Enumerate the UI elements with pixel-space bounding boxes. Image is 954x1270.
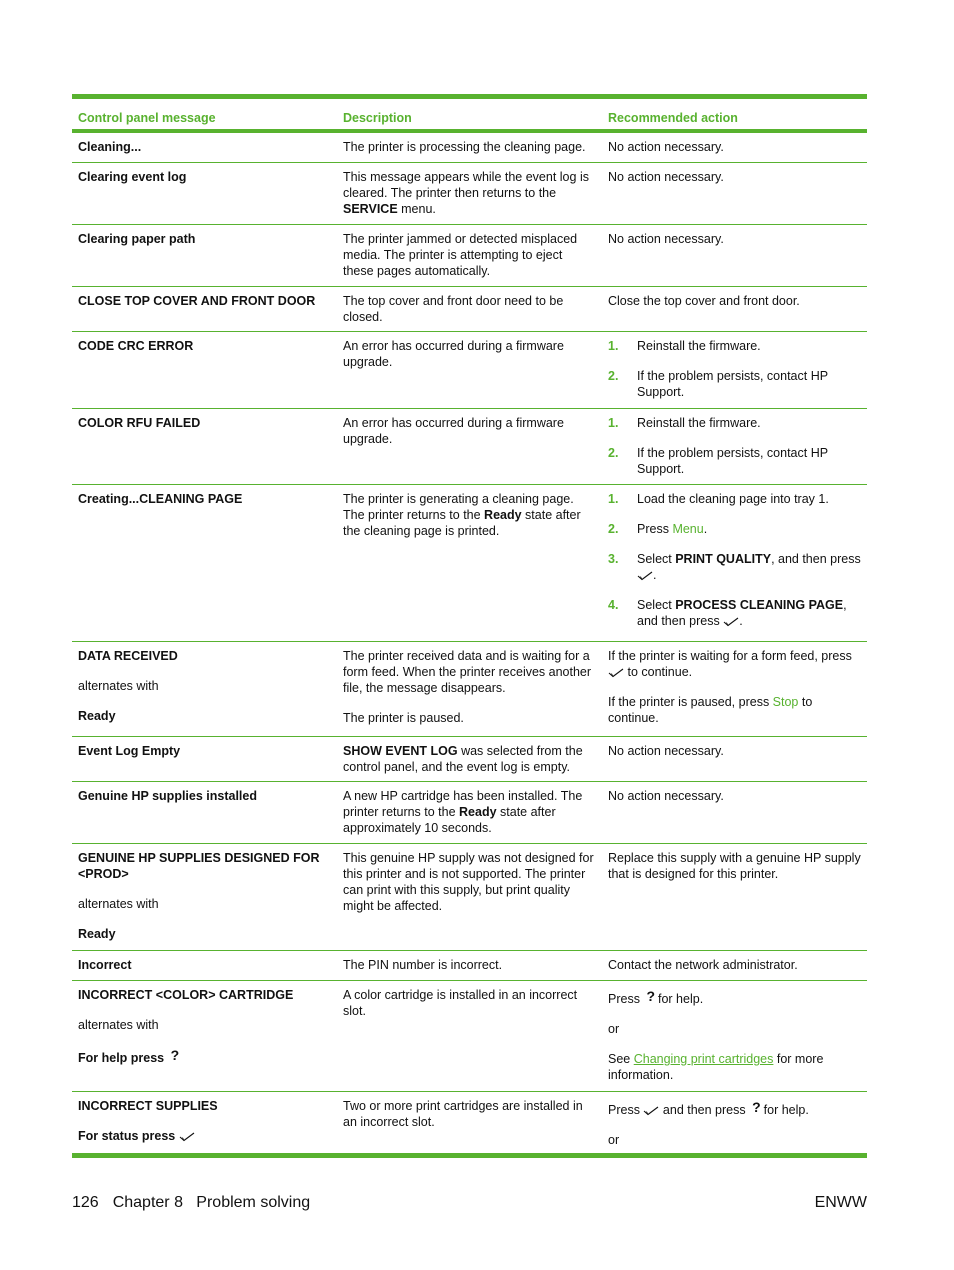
checkmark-icon [637, 571, 653, 581]
table-row [72, 225, 867, 287]
description-cell [337, 642, 602, 736]
action-text-part: See [608, 1052, 634, 1066]
step-text-part: Select [637, 598, 676, 612]
message-text: INCORRECT <COLOR> CARTRIDGE [78, 988, 294, 1002]
step-text-part: . [703, 522, 708, 536]
action-cell: No action necessary. [608, 140, 724, 154]
step-number: 4. [608, 598, 619, 612]
step-text [637, 597, 861, 629]
chapter-title: Chapter 8 Problem solving [112, 1194, 311, 1211]
message-cell [72, 981, 337, 1091]
table-row [72, 1092, 867, 1153]
print-quality-menu-name: PRINT QUALITY [675, 552, 772, 566]
header-recommended-action: Recommended action [608, 111, 738, 125]
table-row [72, 163, 867, 225]
action-cell: No action necessary. [608, 170, 724, 184]
action-cell [602, 642, 867, 736]
description-cell: An error has occurred during a firmware upgrade. [343, 339, 564, 369]
action-text-part: If the printer is paused, press [608, 695, 773, 709]
description-cell [337, 485, 602, 641]
action-text-part: for help. [763, 1103, 809, 1117]
table-row [72, 782, 867, 844]
action-cell: No action necessary. [608, 789, 724, 803]
step-text-part: . [653, 568, 657, 582]
message-cell: COLOR RFU FAILED [78, 416, 201, 430]
message-text: GENUINE HP SUPPLIES DESIGNED FOR <PROD> [78, 851, 320, 881]
checkmark-icon [608, 668, 624, 678]
ready-state-name: Ready [459, 805, 497, 819]
action-cell: Contact the network administrator. [608, 958, 798, 972]
table-row [72, 332, 867, 409]
message-text: DATA RECEIVED [78, 649, 178, 663]
header-description: Description [343, 111, 412, 125]
description-cell: The printer is processing the cleaning page. [343, 140, 586, 154]
action-text-part: for more information. [608, 1052, 824, 1082]
step-text [637, 521, 861, 537]
message-text: INCORRECT SUPPLIES [78, 1099, 218, 1113]
show-event-log-item: SHOW EVENT LOG [343, 744, 458, 758]
description-text: This message appears while the event log is cleared. The printer then returns to the [343, 170, 589, 200]
alternates-text: alternates with [78, 1018, 159, 1032]
table-row [72, 485, 867, 642]
table-bottom-rule [72, 1153, 867, 1158]
step-text: Load the cleaning page into tray 1. [637, 492, 829, 506]
action-text-part: to continue. [627, 665, 693, 679]
alternates-text: alternates with [78, 679, 159, 693]
action-cell: Close the top cover and front door. [608, 294, 800, 308]
list-item [608, 368, 861, 400]
action-cell [602, 409, 867, 484]
step-number: 1. [608, 492, 619, 506]
step-number: 1. [608, 339, 619, 353]
table-row [72, 642, 867, 737]
page-footer [72, 1193, 867, 1213]
action-text: or [608, 1022, 620, 1036]
action-text: or [608, 1133, 620, 1147]
step-text-part: , and then press [637, 598, 847, 628]
action-cell [602, 332, 867, 408]
table-row [72, 951, 867, 981]
message-cell: Incorrect [78, 958, 132, 972]
action-text [608, 990, 861, 1007]
step-text: If the problem persists, contact HP Support. [637, 446, 828, 476]
step-number: 1. [608, 416, 619, 430]
table-row [72, 287, 867, 332]
page-number: 126 [72, 1194, 99, 1211]
changing-print-cartridges-link[interactable]: Changing print cartridges [633, 1052, 774, 1066]
description-cell: A color cartridge is installed in an incorrect slot. [343, 988, 578, 1018]
step-number: 2. [608, 446, 619, 460]
message-text: Ready [78, 709, 116, 723]
checkmark-icon [179, 1132, 195, 1142]
action-text-part: to continue. [608, 695, 813, 725]
step-number: 3. [608, 552, 619, 566]
header-control-panel-message: Control panel message [78, 111, 216, 125]
description-cell: An error has occurred during a firmware upgrade. [343, 416, 564, 446]
action-text-part: and then press [662, 1103, 746, 1117]
message-cell: Clearing event log [78, 170, 187, 184]
step-text: Reinstall the firmware. [637, 416, 761, 430]
message-text-part: For status press [78, 1129, 176, 1143]
action-text-part: Press [608, 1103, 640, 1117]
description-cell [337, 782, 602, 843]
description-cell: The top cover and front door need to be closed. [343, 294, 564, 324]
checkmark-icon [723, 617, 739, 627]
action-text-part: for help. [658, 992, 704, 1006]
description-text: The printer is generating a cleaning page. The printer returns to the [343, 492, 574, 522]
description-cell [337, 737, 602, 781]
action-text [608, 694, 861, 726]
step-text [637, 551, 861, 583]
table-row [72, 133, 867, 163]
ready-state-name: Ready [484, 508, 522, 522]
message-text: Ready [78, 927, 116, 941]
footer-left [72, 1193, 324, 1213]
message-text [78, 1049, 331, 1066]
action-cell [602, 981, 867, 1091]
message-cell: Cleaning... [78, 140, 142, 154]
action-cell: Replace this supply with a genuine HP supply that is designed for this printer. [608, 851, 861, 881]
question-mark-icon: ? [646, 988, 655, 1004]
description-text: A new HP cartridge has been installed. The printer returns to the [343, 789, 583, 819]
description-text: The printer received data and is waiting for a form feed. When the printer receives another file, the message disappears. [343, 649, 592, 695]
list-item [608, 551, 861, 583]
action-text-part: Press [608, 992, 640, 1006]
action-text [608, 648, 861, 680]
list-item [608, 415, 861, 431]
message-cell: Genuine HP supplies installed [78, 789, 257, 803]
question-mark-icon: ? [752, 1099, 761, 1115]
step-text-part: . [739, 614, 743, 628]
service-menu-name: SERVICE [343, 202, 398, 216]
description-cell: This genuine HP supply was not designed for this printer and is not supported. The printer can print with this supply, but print quality might be affected. [343, 851, 594, 913]
action-text-part: If the printer is waiting for a form feed, press [608, 649, 852, 663]
action-text [608, 1101, 861, 1118]
description-text: state after approximately 10 seconds. [343, 805, 556, 835]
message-cell [72, 844, 337, 950]
step-text-part: Select [637, 552, 676, 566]
list-item [608, 338, 861, 354]
description-cell [337, 163, 602, 224]
step-number: 2. [608, 369, 619, 383]
message-cell: Event Log Empty [78, 744, 181, 758]
action-cell [602, 1092, 867, 1153]
description-cell: The PIN number is incorrect. [343, 958, 503, 972]
action-text [608, 1051, 861, 1083]
message-cell: Clearing paper path [78, 232, 196, 246]
message-text-part: For help press [78, 1051, 165, 1065]
message-cell: Creating...CLEANING PAGE [78, 492, 243, 506]
action-cell [602, 485, 867, 641]
message-text [78, 1128, 331, 1144]
menu-button-name: Menu [672, 522, 704, 536]
list-item [608, 491, 861, 507]
table-row [72, 737, 867, 782]
list-item [608, 445, 861, 477]
table-row [72, 409, 867, 485]
list-item [608, 597, 861, 629]
step-text-part: Press [637, 522, 673, 536]
question-mark-icon: ? [170, 1047, 180, 1063]
footer-right: ENWW [814, 1194, 867, 1211]
table-row [72, 844, 867, 951]
list-item [608, 521, 861, 537]
description-cell: The printer jammed or detected misplaced media. The printer is attempting to eject these pages automatically. [343, 232, 578, 278]
step-text: If the problem persists, contact HP Support. [637, 369, 828, 399]
description-text: The printer is paused. [343, 711, 464, 725]
message-cell [72, 1092, 337, 1153]
stop-button-name: Stop [772, 695, 799, 709]
description-cell: Two or more print cartridges are installed in an incorrect slot. [343, 1099, 583, 1129]
alternates-text: alternates with [78, 897, 159, 911]
description-text: was selected from the control panel, and the event log is empty. [343, 744, 583, 774]
step-number: 2. [608, 522, 619, 536]
table-header [72, 99, 867, 133]
message-table [72, 94, 867, 1158]
description-text: state after the cleaning page is printed. [343, 508, 581, 538]
action-cell: No action necessary. [608, 744, 724, 758]
action-cell: No action necessary. [608, 232, 724, 246]
description-text: menu. [397, 202, 436, 216]
table-row [72, 981, 867, 1092]
message-cell: CLOSE TOP COVER AND FRONT DOOR [78, 294, 316, 308]
message-cell [72, 642, 337, 736]
step-text: Reinstall the firmware. [637, 339, 761, 353]
step-text-part: , and then press [771, 552, 861, 566]
message-cell: CODE CRC ERROR [78, 339, 194, 353]
process-cleaning-page-item: PROCESS CLEANING PAGE [675, 598, 844, 612]
checkmark-icon [643, 1106, 659, 1116]
